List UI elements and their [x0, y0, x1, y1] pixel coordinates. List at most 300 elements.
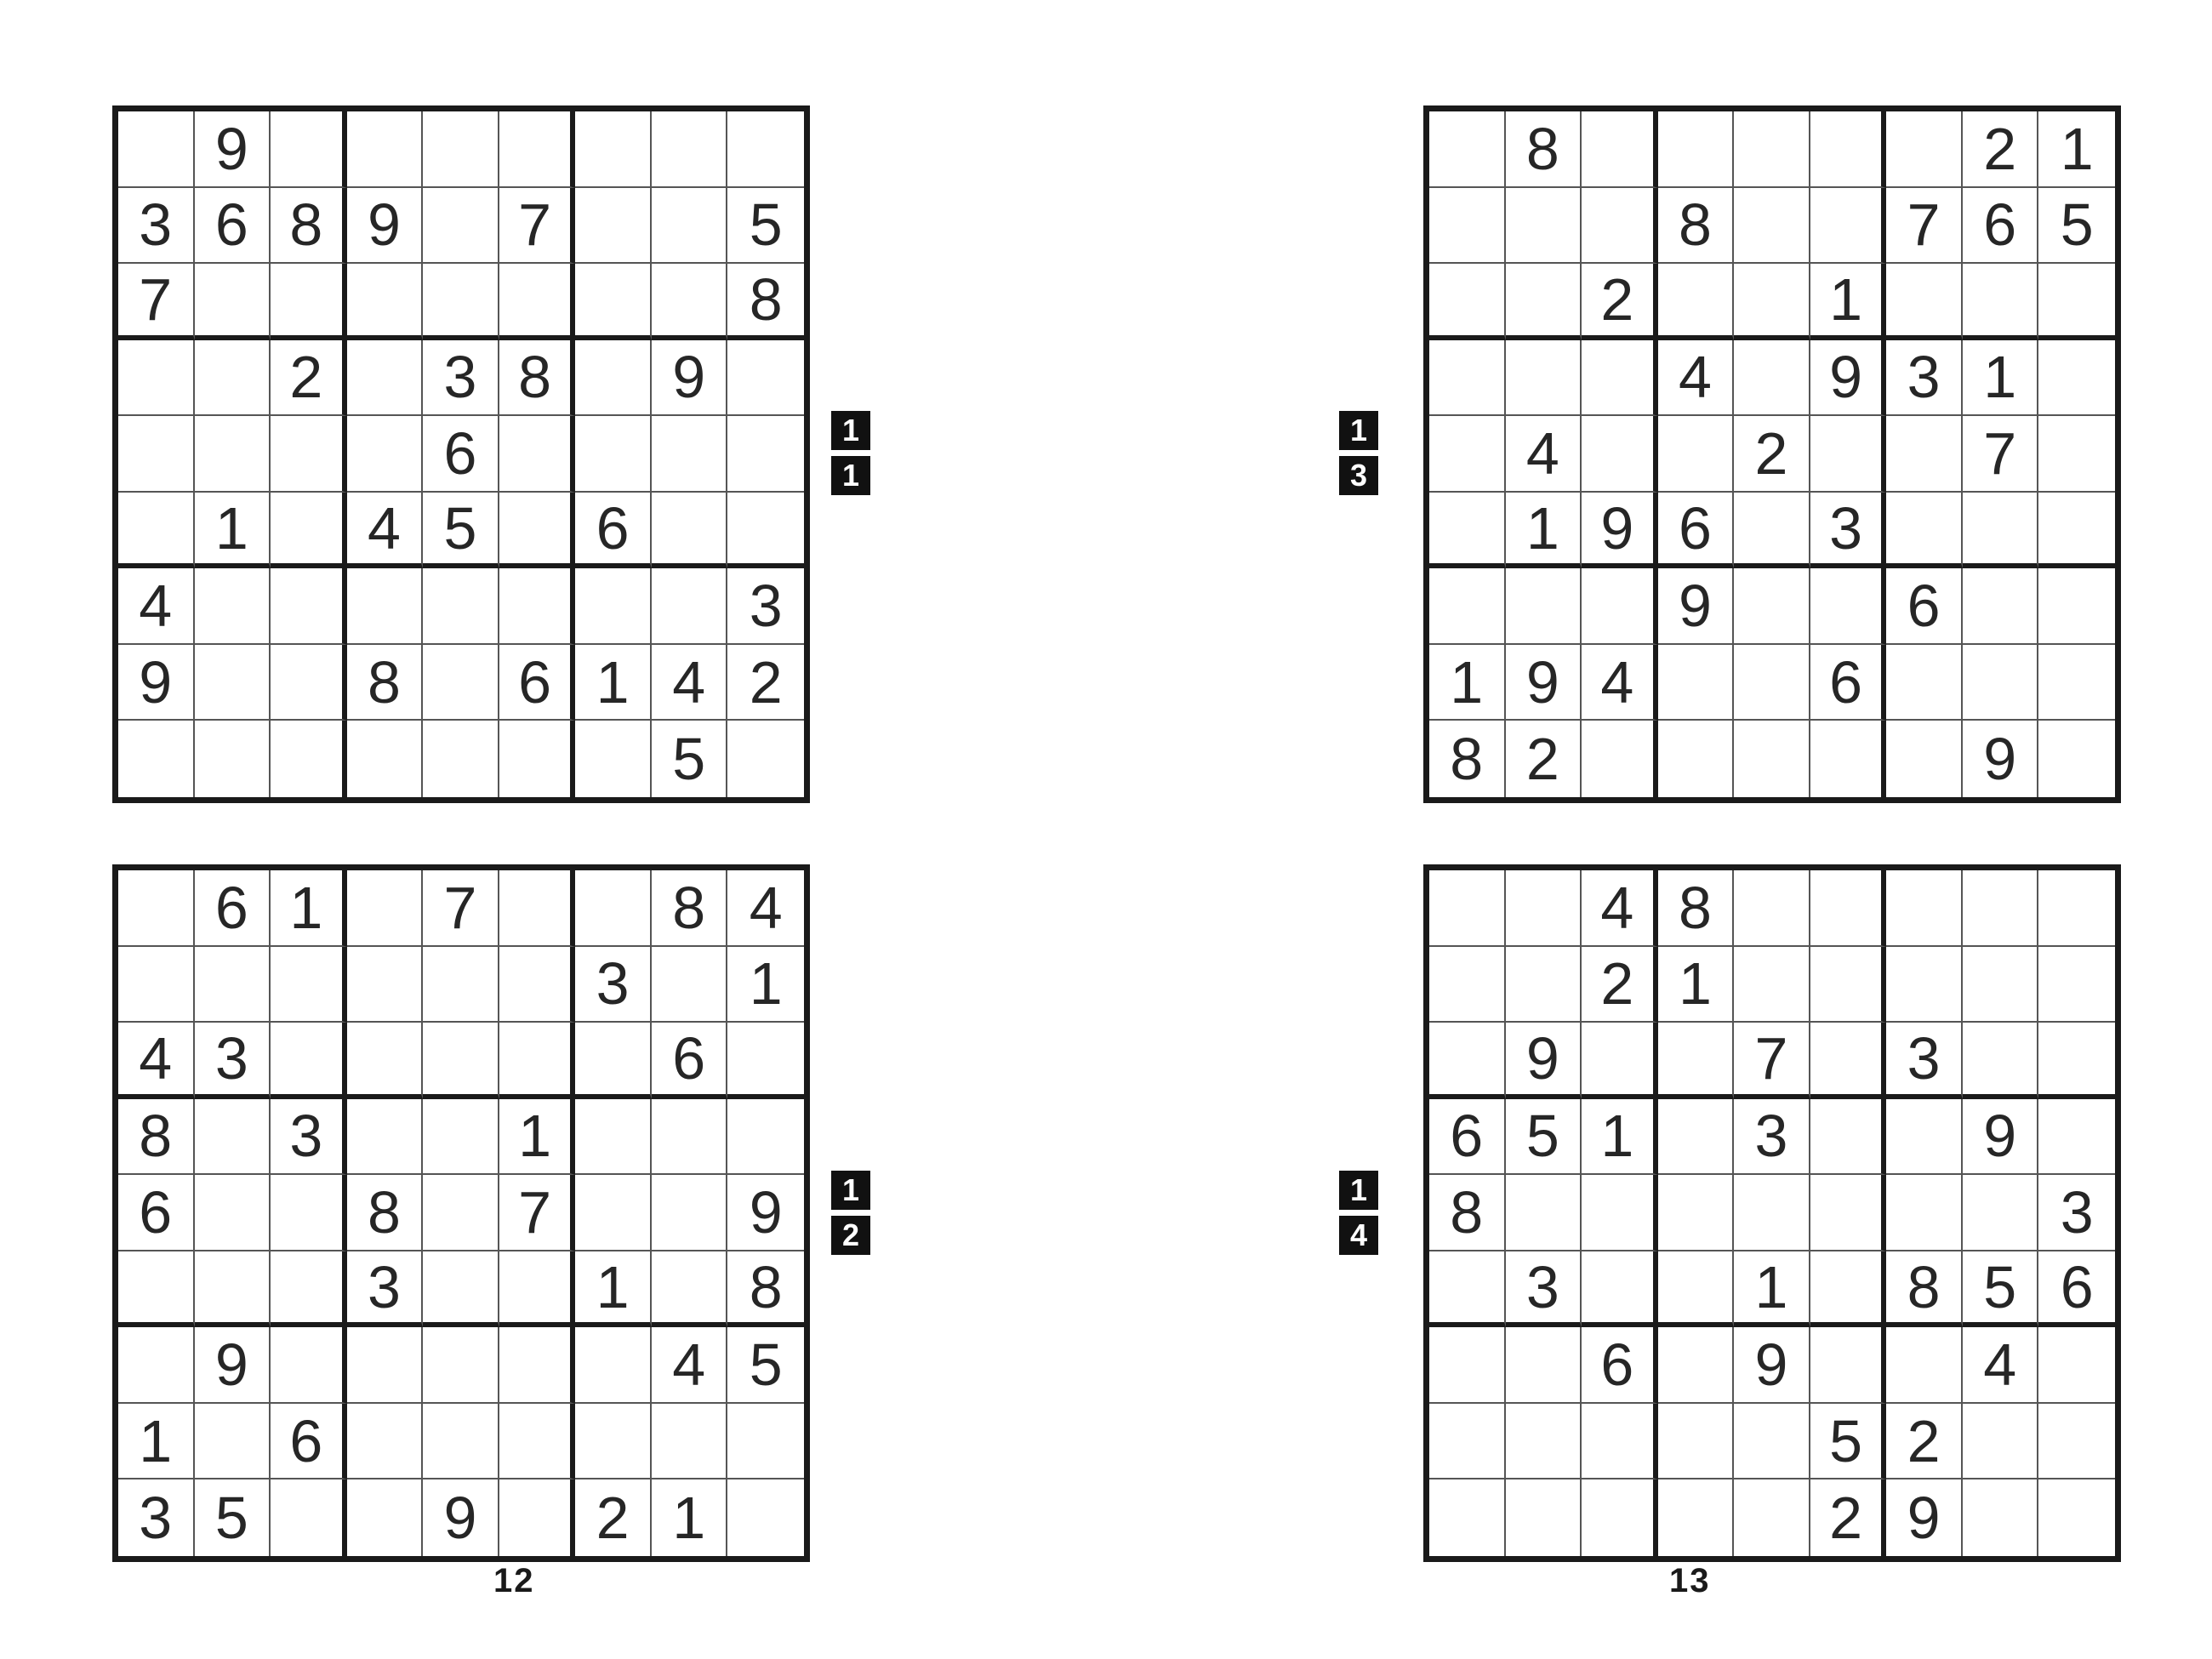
sudoku-cell-given: 8 — [499, 340, 576, 417]
sudoku-cell-given: 5 — [1810, 1404, 1887, 1480]
sudoku-cell-given: 4 — [652, 645, 728, 721]
sudoku-grid-top-right — [1423, 105, 2121, 803]
sudoku-cell-empty — [652, 188, 728, 265]
sudoku-cell-empty — [2038, 947, 2115, 1023]
page-number-right: 13 — [1669, 1562, 1711, 1599]
sudoku-cell-empty — [1963, 1175, 2039, 1251]
sudoku-cell-empty — [271, 721, 347, 797]
sudoku-cell-empty — [575, 1023, 652, 1099]
sudoku-cell-empty — [727, 721, 804, 797]
sudoku-cell-empty — [195, 947, 271, 1023]
sudoku-cell-empty — [1429, 1023, 1506, 1099]
sudoku-cell-empty — [118, 1251, 195, 1328]
sudoku-cell-given: 8 — [118, 1099, 195, 1176]
sudoku-cell-empty — [1582, 1175, 1658, 1251]
sudoku-cell-empty — [195, 416, 271, 493]
label-badge-bottom: 3 — [1339, 456, 1378, 495]
sudoku-cell-empty — [1734, 264, 1810, 340]
sudoku-cell-given: 1 — [1963, 340, 2039, 417]
sudoku-cell-empty — [271, 416, 347, 493]
sudoku-cell-given: 3 — [423, 340, 499, 417]
sudoku-cell-empty — [1734, 340, 1810, 417]
sudoku-cell-empty — [1886, 416, 1963, 493]
sudoku-cell-empty — [271, 1023, 347, 1099]
sudoku-cell-empty — [1963, 870, 2039, 947]
sudoku-cell-empty — [271, 1175, 347, 1251]
sudoku-cell-given: 5 — [1506, 1099, 1582, 1176]
sudoku-cell-empty — [347, 111, 424, 188]
sudoku-cell-given: 4 — [1506, 416, 1582, 493]
sudoku-cell-empty — [575, 340, 652, 417]
sudoku-cell-given: 5 — [195, 1479, 271, 1556]
sudoku-cell-empty — [1963, 1404, 2039, 1480]
sudoku-cell-empty — [2038, 1404, 2115, 1480]
sudoku-cell-given: 8 — [1658, 188, 1735, 265]
sudoku-cell-given: 4 — [1582, 645, 1658, 721]
sudoku-cell-empty — [575, 1327, 652, 1404]
sudoku-cell-empty — [1886, 264, 1963, 340]
sudoku-cell-empty — [652, 947, 728, 1023]
sudoku-cell-empty — [1506, 264, 1582, 340]
sudoku-cell-empty — [1506, 870, 1582, 947]
sudoku-cell-empty — [652, 568, 728, 645]
sudoku-cell-empty — [727, 340, 804, 417]
sudoku-cell-empty — [423, 721, 499, 797]
sudoku-cell-empty — [1886, 870, 1963, 947]
sudoku-cell-given: 4 — [347, 493, 424, 569]
sudoku-cell-empty — [652, 1175, 728, 1251]
sudoku-cell-empty — [1734, 1404, 1810, 1480]
sudoku-grid-bottom-right — [1423, 864, 2121, 1562]
sudoku-cell-empty — [1658, 1099, 1735, 1176]
sudoku-cell-empty — [499, 264, 576, 340]
sudoku-cell-empty — [2038, 568, 2115, 645]
sudoku-cell-given: 4 — [1658, 340, 1735, 417]
sudoku-cell-given: 1 — [195, 493, 271, 569]
sudoku-cell-given: 8 — [727, 264, 804, 340]
sudoku-cell-empty — [1658, 1023, 1735, 1099]
sudoku-cell-empty — [727, 1479, 804, 1556]
sudoku-cell-empty — [271, 111, 347, 188]
sudoku-cell-given: 4 — [118, 1023, 195, 1099]
sudoku-cell-given: 8 — [271, 188, 347, 265]
sudoku-cell-empty — [118, 947, 195, 1023]
sudoku-cell-empty — [423, 1023, 499, 1099]
sudoku-cell-empty — [1658, 1251, 1735, 1328]
sudoku-cell-given: 8 — [1429, 1175, 1506, 1251]
sudoku-cell-given: 2 — [1963, 111, 2039, 188]
sudoku-cell-empty — [195, 1251, 271, 1328]
sudoku-cell-given: 4 — [1963, 1327, 2039, 1404]
sudoku-cell-empty — [1810, 188, 1887, 265]
sudoku-cell-empty — [575, 111, 652, 188]
sudoku-cell-given: 1 — [1734, 1251, 1810, 1328]
sudoku-cell-empty — [499, 721, 576, 797]
sudoku-cell-empty — [1582, 1404, 1658, 1480]
sudoku-cell-empty — [347, 721, 424, 797]
sudoku-cell-given: 9 — [1810, 340, 1887, 417]
sudoku-cell-given: 9 — [1734, 1327, 1810, 1404]
sudoku-cell-empty — [575, 568, 652, 645]
sudoku-cell-given: 6 — [1963, 188, 2039, 265]
sudoku-cell-given: 1 — [1658, 947, 1735, 1023]
sudoku-cell-empty — [118, 340, 195, 417]
sudoku-cell-given: 1 — [1506, 493, 1582, 569]
sudoku-cell-empty — [499, 111, 576, 188]
sudoku-cell-given: 6 — [499, 645, 576, 721]
sudoku-cell-empty — [347, 1023, 424, 1099]
sudoku-cell-empty — [1734, 568, 1810, 645]
sudoku-cell-empty — [1506, 947, 1582, 1023]
sudoku-cell-empty — [347, 416, 424, 493]
sudoku-cell-empty — [1658, 264, 1735, 340]
sudoku-cell-empty — [499, 870, 576, 947]
sudoku-cell-empty — [423, 264, 499, 340]
sudoku-cell-empty — [1658, 111, 1735, 188]
sudoku-cell-given: 4 — [1582, 870, 1658, 947]
sudoku-cell-given: 9 — [652, 340, 728, 417]
sudoku-cell-empty — [1506, 568, 1582, 645]
sudoku-cell-given: 5 — [727, 188, 804, 265]
sudoku-cell-empty — [499, 1023, 576, 1099]
sudoku-cell-given: 3 — [1886, 340, 1963, 417]
sudoku-cell-empty — [1810, 721, 1887, 797]
sudoku-cell-given: 5 — [1963, 1251, 2039, 1328]
sudoku-cell-empty — [575, 1175, 652, 1251]
sudoku-cell-empty — [1506, 188, 1582, 265]
sudoku-cell-empty — [2038, 870, 2115, 947]
sudoku-cell-empty — [652, 416, 728, 493]
sudoku-cell-empty — [1886, 645, 1963, 721]
sudoku-cell-empty — [2038, 1327, 2115, 1404]
sudoku-cell-empty — [347, 1327, 424, 1404]
sudoku-cell-given: 9 — [347, 188, 424, 265]
sudoku-cell-given: 9 — [1582, 493, 1658, 569]
sudoku-cell-given: 5 — [2038, 188, 2115, 265]
sudoku-cell-empty — [1506, 1175, 1582, 1251]
sudoku-cell-empty — [652, 1099, 728, 1176]
sudoku-cell-empty — [271, 947, 347, 1023]
sudoku-cell-given: 1 — [1582, 1099, 1658, 1176]
sudoku-cell-empty — [195, 568, 271, 645]
sudoku-cell-empty — [1810, 1023, 1887, 1099]
sudoku-cell-given: 2 — [1582, 947, 1658, 1023]
sudoku-cell-empty — [575, 1404, 652, 1480]
sudoku-cell-empty — [1429, 264, 1506, 340]
sudoku-cell-given: 4 — [652, 1327, 728, 1404]
sudoku-cell-empty — [1963, 947, 2039, 1023]
sudoku-cell-given: 2 — [727, 645, 804, 721]
sudoku-cell-empty — [1734, 111, 1810, 188]
sudoku-cell-given: 3 — [271, 1099, 347, 1176]
sudoku-cell-empty — [1429, 416, 1506, 493]
sudoku-cell-given: 6 — [423, 416, 499, 493]
sudoku-cell-empty — [347, 1099, 424, 1176]
sudoku-cell-given: 1 — [652, 1479, 728, 1556]
sudoku-cell-empty — [195, 1099, 271, 1176]
sudoku-cell-empty — [1506, 1479, 1582, 1556]
sudoku-cell-given: 4 — [727, 870, 804, 947]
sudoku-cell-empty — [423, 188, 499, 265]
sudoku-cell-empty — [195, 645, 271, 721]
sudoku-cell-empty — [195, 721, 271, 797]
sudoku-cell-given: 8 — [347, 1175, 424, 1251]
sudoku-cell-empty — [1429, 568, 1506, 645]
sudoku-cell-empty — [499, 1251, 576, 1328]
sudoku-cell-empty — [271, 568, 347, 645]
sudoku-cell-empty — [347, 568, 424, 645]
sudoku-cell-given: 7 — [1963, 416, 2039, 493]
puzzle-difficulty-label-top-left — [831, 411, 870, 495]
sudoku-cell-given: 9 — [195, 1327, 271, 1404]
sudoku-cell-given: 8 — [1886, 1251, 1963, 1328]
sudoku-cell-empty — [1963, 1023, 2039, 1099]
sudoku-cell-empty — [652, 1251, 728, 1328]
sudoku-cell-empty — [1886, 721, 1963, 797]
sudoku-cell-empty — [575, 188, 652, 265]
sudoku-cell-empty — [1506, 1327, 1582, 1404]
sudoku-cell-given: 5 — [652, 721, 728, 797]
sudoku-cell-empty — [1734, 493, 1810, 569]
sudoku-cell-empty — [575, 264, 652, 340]
sudoku-cell-empty — [652, 1404, 728, 1480]
sudoku-cell-empty — [1810, 947, 1887, 1023]
sudoku-cell-empty — [1886, 1175, 1963, 1251]
sudoku-cell-empty — [499, 568, 576, 645]
sudoku-cell-empty — [652, 264, 728, 340]
sudoku-cell-given: 6 — [271, 1404, 347, 1480]
sudoku-cell-empty — [1734, 721, 1810, 797]
sudoku-cell-given: 1 — [727, 947, 804, 1023]
sudoku-cell-given: 3 — [118, 1479, 195, 1556]
sudoku-cell-empty — [1658, 416, 1735, 493]
sudoku-cell-given: 6 — [195, 870, 271, 947]
sudoku-cell-empty — [271, 264, 347, 340]
sudoku-cell-empty — [1429, 340, 1506, 417]
sudoku-cell-empty — [118, 870, 195, 947]
sudoku-cell-empty — [1582, 188, 1658, 265]
sudoku-cell-given: 8 — [1429, 721, 1506, 797]
sudoku-cell-empty — [1886, 1099, 1963, 1176]
sudoku-cell-empty — [118, 1327, 195, 1404]
sudoku-cell-given: 8 — [727, 1251, 804, 1328]
sudoku-cell-empty — [2038, 416, 2115, 493]
sudoku-cell-empty — [1810, 1327, 1887, 1404]
sudoku-cell-given: 7 — [499, 188, 576, 265]
label-badge-top: 1 — [831, 411, 870, 450]
sudoku-cell-empty — [1963, 645, 2039, 721]
sudoku-cell-empty — [271, 1327, 347, 1404]
sudoku-cell-empty — [195, 340, 271, 417]
sudoku-cell-given: 7 — [118, 264, 195, 340]
sudoku-cell-empty — [1810, 1099, 1887, 1176]
sudoku-cell-empty — [423, 1099, 499, 1176]
puzzle-difficulty-label-bottom-right — [1339, 1171, 1378, 1255]
label-badge-bottom: 4 — [1339, 1216, 1378, 1255]
sudoku-cell-empty — [1582, 340, 1658, 417]
sudoku-cell-given: 5 — [727, 1327, 804, 1404]
sudoku-cell-empty — [652, 111, 728, 188]
sudoku-cell-given: 6 — [1429, 1099, 1506, 1176]
sudoku-cell-empty — [1582, 111, 1658, 188]
sudoku-cell-empty — [1429, 1327, 1506, 1404]
sudoku-cell-empty — [727, 1404, 804, 1480]
sudoku-cell-given: 9 — [195, 111, 271, 188]
sudoku-cell-given: 1 — [575, 645, 652, 721]
sudoku-cell-empty — [1810, 416, 1887, 493]
sudoku-cell-given: 1 — [271, 870, 347, 947]
sudoku-cell-given: 3 — [727, 568, 804, 645]
sudoku-cell-empty — [423, 947, 499, 1023]
sudoku-cell-empty — [1734, 645, 1810, 721]
sudoku-cell-given: 3 — [1734, 1099, 1810, 1176]
sudoku-cell-empty — [1658, 1404, 1735, 1480]
sudoku-cell-empty — [1429, 947, 1506, 1023]
sudoku-cell-empty — [2038, 645, 2115, 721]
sudoku-cell-given: 3 — [1886, 1023, 1963, 1099]
sudoku-cell-empty — [1963, 493, 2039, 569]
sudoku-cell-empty — [423, 1404, 499, 1480]
sudoku-cell-empty — [1810, 1251, 1887, 1328]
sudoku-cell-empty — [1886, 111, 1963, 188]
sudoku-cell-empty — [1429, 1404, 1506, 1480]
label-badge-top: 1 — [1339, 411, 1378, 450]
sudoku-cell-empty — [2038, 721, 2115, 797]
sudoku-cell-empty — [499, 1479, 576, 1556]
sudoku-cell-empty — [423, 645, 499, 721]
sudoku-cell-empty — [1810, 1175, 1887, 1251]
sudoku-cell-given: 2 — [1506, 721, 1582, 797]
sudoku-cell-empty — [499, 1404, 576, 1480]
sudoku-cell-empty — [347, 1479, 424, 1556]
sudoku-cell-empty — [1582, 1479, 1658, 1556]
sudoku-cell-empty — [652, 493, 728, 569]
puzzle-difficulty-label-bottom-left — [831, 1171, 870, 1255]
sudoku-cell-empty — [423, 1175, 499, 1251]
sudoku-cell-empty — [1810, 870, 1887, 947]
sudoku-cell-empty — [423, 1327, 499, 1404]
sudoku-cell-given: 6 — [2038, 1251, 2115, 1328]
sudoku-cell-empty — [271, 645, 347, 721]
sudoku-cell-given: 9 — [118, 645, 195, 721]
sudoku-cell-given: 9 — [1886, 1479, 1963, 1556]
sudoku-cell-given: 1 — [1429, 645, 1506, 721]
sudoku-cell-given: 8 — [652, 870, 728, 947]
sudoku-cell-empty — [347, 1404, 424, 1480]
sudoku-cell-given: 2 — [271, 340, 347, 417]
sudoku-cell-given: 9 — [1963, 1099, 2039, 1176]
sudoku-cell-empty — [347, 947, 424, 1023]
sudoku-cell-given: 9 — [1963, 721, 2039, 797]
sudoku-cell-empty — [195, 1404, 271, 1480]
sudoku-cell-empty — [1506, 340, 1582, 417]
sudoku-cell-given: 9 — [1506, 645, 1582, 721]
sudoku-cell-given: 1 — [499, 1099, 576, 1176]
sudoku-cell-given: 9 — [727, 1175, 804, 1251]
sudoku-cell-given: 3 — [2038, 1175, 2115, 1251]
sudoku-cell-empty — [1658, 645, 1735, 721]
sudoku-cell-empty — [1582, 1023, 1658, 1099]
sudoku-cell-empty — [1658, 1327, 1735, 1404]
sudoku-cell-given: 3 — [347, 1251, 424, 1328]
sudoku-cell-empty — [575, 870, 652, 947]
sudoku-cell-empty — [347, 340, 424, 417]
sudoku-cell-empty — [2038, 1023, 2115, 1099]
sudoku-cell-empty — [1582, 416, 1658, 493]
sudoku-cell-given: 7 — [1734, 1023, 1810, 1099]
sudoku-cell-empty — [575, 416, 652, 493]
sudoku-cell-given: 2 — [1810, 1479, 1887, 1556]
sudoku-cell-given: 9 — [423, 1479, 499, 1556]
sudoku-cell-empty — [1963, 264, 2039, 340]
sudoku-cell-empty — [1734, 947, 1810, 1023]
sudoku-cell-empty — [1963, 1479, 2039, 1556]
sudoku-cell-empty — [575, 721, 652, 797]
sudoku-cell-given: 1 — [118, 1404, 195, 1480]
sudoku-cell-empty — [2038, 264, 2115, 340]
sudoku-cell-empty — [118, 493, 195, 569]
sudoku-cell-empty — [1734, 1479, 1810, 1556]
label-badge-top: 1 — [1339, 1171, 1378, 1210]
sudoku-cell-given: 2 — [575, 1479, 652, 1556]
sudoku-cell-empty — [1886, 947, 1963, 1023]
sudoku-cell-empty — [727, 1099, 804, 1176]
sudoku-cell-given: 6 — [118, 1175, 195, 1251]
sudoku-cell-given: 2 — [1582, 264, 1658, 340]
sudoku-cell-given: 8 — [347, 645, 424, 721]
sudoku-cell-given: 8 — [1658, 870, 1735, 947]
sudoku-cell-empty — [727, 1023, 804, 1099]
sudoku-cell-empty — [499, 947, 576, 1023]
sudoku-cell-empty — [271, 493, 347, 569]
sudoku-cell-empty — [499, 1327, 576, 1404]
sudoku-cell-given: 6 — [1582, 1327, 1658, 1404]
sudoku-cell-empty — [727, 111, 804, 188]
sudoku-cell-empty — [1734, 188, 1810, 265]
page-number-left: 12 — [493, 1562, 535, 1599]
sudoku-cell-given: 3 — [118, 188, 195, 265]
sudoku-cell-empty — [575, 1099, 652, 1176]
sudoku-cell-empty — [499, 493, 576, 569]
sudoku-cell-empty — [1658, 1479, 1735, 1556]
sudoku-cell-empty — [271, 1251, 347, 1328]
sudoku-cell-empty — [1886, 493, 1963, 569]
sudoku-cell-empty — [423, 568, 499, 645]
sudoku-cell-given: 9 — [1506, 1023, 1582, 1099]
sudoku-cell-given: 9 — [1658, 568, 1735, 645]
sudoku-cell-given: 6 — [1810, 645, 1887, 721]
sudoku-cell-empty — [1582, 568, 1658, 645]
sudoku-cell-empty — [423, 1251, 499, 1328]
sudoku-cell-empty — [1429, 1251, 1506, 1328]
sudoku-cell-given: 7 — [1886, 188, 1963, 265]
sudoku-cell-empty — [1582, 1251, 1658, 1328]
sudoku-cell-empty — [195, 1175, 271, 1251]
sudoku-cell-given: 6 — [195, 188, 271, 265]
sudoku-cell-empty — [195, 264, 271, 340]
sudoku-cell-given: 3 — [575, 947, 652, 1023]
sudoku-cell-given: 1 — [575, 1251, 652, 1328]
sudoku-cell-given: 2 — [1886, 1404, 1963, 1480]
sudoku-cell-empty — [1734, 870, 1810, 947]
sudoku-cell-empty — [118, 111, 195, 188]
sudoku-cell-given: 3 — [1506, 1251, 1582, 1328]
label-badge-top: 1 — [831, 1171, 870, 1210]
sudoku-cell-empty — [2038, 1099, 2115, 1176]
sudoku-cell-given: 6 — [1886, 568, 1963, 645]
sudoku-cell-empty — [1658, 721, 1735, 797]
sudoku-cell-empty — [1429, 493, 1506, 569]
